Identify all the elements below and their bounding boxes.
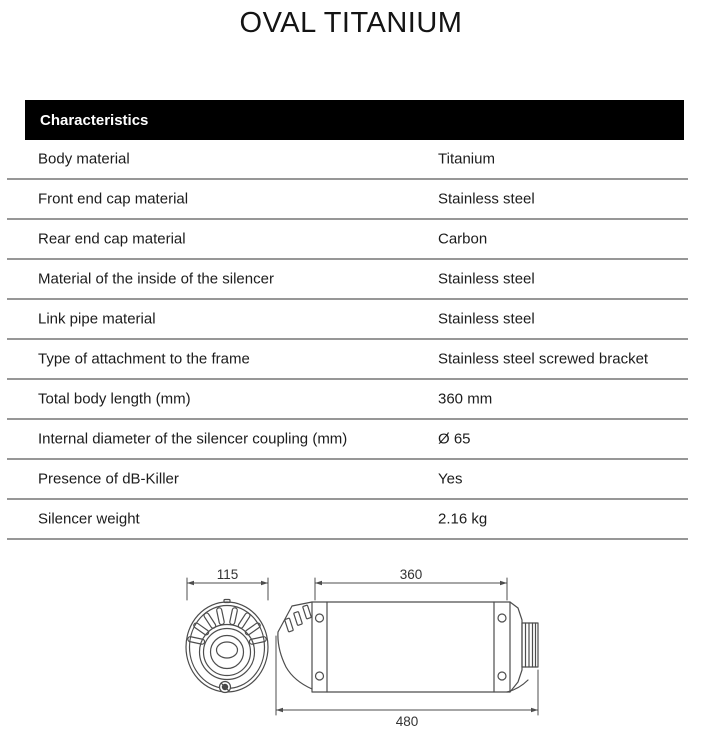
dimension-115-label: 115 <box>216 567 239 582</box>
dimension-480 <box>276 636 538 729</box>
silencer-side-view <box>278 602 538 692</box>
dimension-360 <box>315 567 507 600</box>
silencer-technical-drawing <box>150 548 570 748</box>
row-label: Total body length (mm) <box>38 390 191 408</box>
row-label: Internal diameter of the silencer coupling (mm) <box>38 430 348 448</box>
top-notch <box>224 600 230 603</box>
row-label: Silencer weight <box>38 510 140 528</box>
table-row <box>7 180 688 220</box>
row-value: Stainless steel screwed bracket <box>438 350 649 368</box>
row-label: Front end cap material <box>38 190 189 208</box>
row-value: Titanium <box>438 150 495 168</box>
louver-vents <box>187 607 266 644</box>
bottom-bolt <box>220 682 231 693</box>
table-row <box>7 460 688 500</box>
table-row <box>7 500 688 540</box>
table-row <box>7 260 688 300</box>
row-value: Carbon <box>438 230 488 248</box>
mounting-bracket <box>278 602 312 689</box>
row-value: 360 mm <box>438 390 493 408</box>
table-header-label: Characteristics <box>40 111 149 129</box>
silencer-front-view <box>186 600 268 693</box>
row-value: Stainless steel <box>438 190 535 208</box>
table-row <box>7 300 688 340</box>
table-row <box>7 380 688 420</box>
row-label: Body material <box>38 150 130 168</box>
row-value: Ø 65 <box>438 430 471 448</box>
row-label: Presence of dB-Killer <box>38 470 179 488</box>
row-label: Rear end cap material <box>38 230 186 248</box>
dimension-360-label: 360 <box>399 567 423 582</box>
table-rows <box>7 140 688 540</box>
row-label: Material of the inside of the silencer <box>38 270 274 288</box>
outlet-pipe <box>522 623 538 667</box>
table-header <box>25 100 684 140</box>
table-row <box>7 340 688 380</box>
table-row <box>7 420 688 460</box>
row-label: Type of attachment to the frame <box>38 350 250 368</box>
row-label: Link pipe material <box>38 310 156 328</box>
table-row <box>7 220 688 260</box>
dimension-115 <box>187 567 268 600</box>
row-value: 2.16 kg <box>438 510 488 528</box>
page-title: OVAL TITANIUM <box>239 7 463 39</box>
table-row <box>7 140 688 180</box>
row-value: Stainless steel <box>438 310 535 328</box>
row-value: Stainless steel <box>438 270 535 288</box>
dimension-480-label: 480 <box>395 714 419 729</box>
row-value: Yes <box>438 470 463 488</box>
